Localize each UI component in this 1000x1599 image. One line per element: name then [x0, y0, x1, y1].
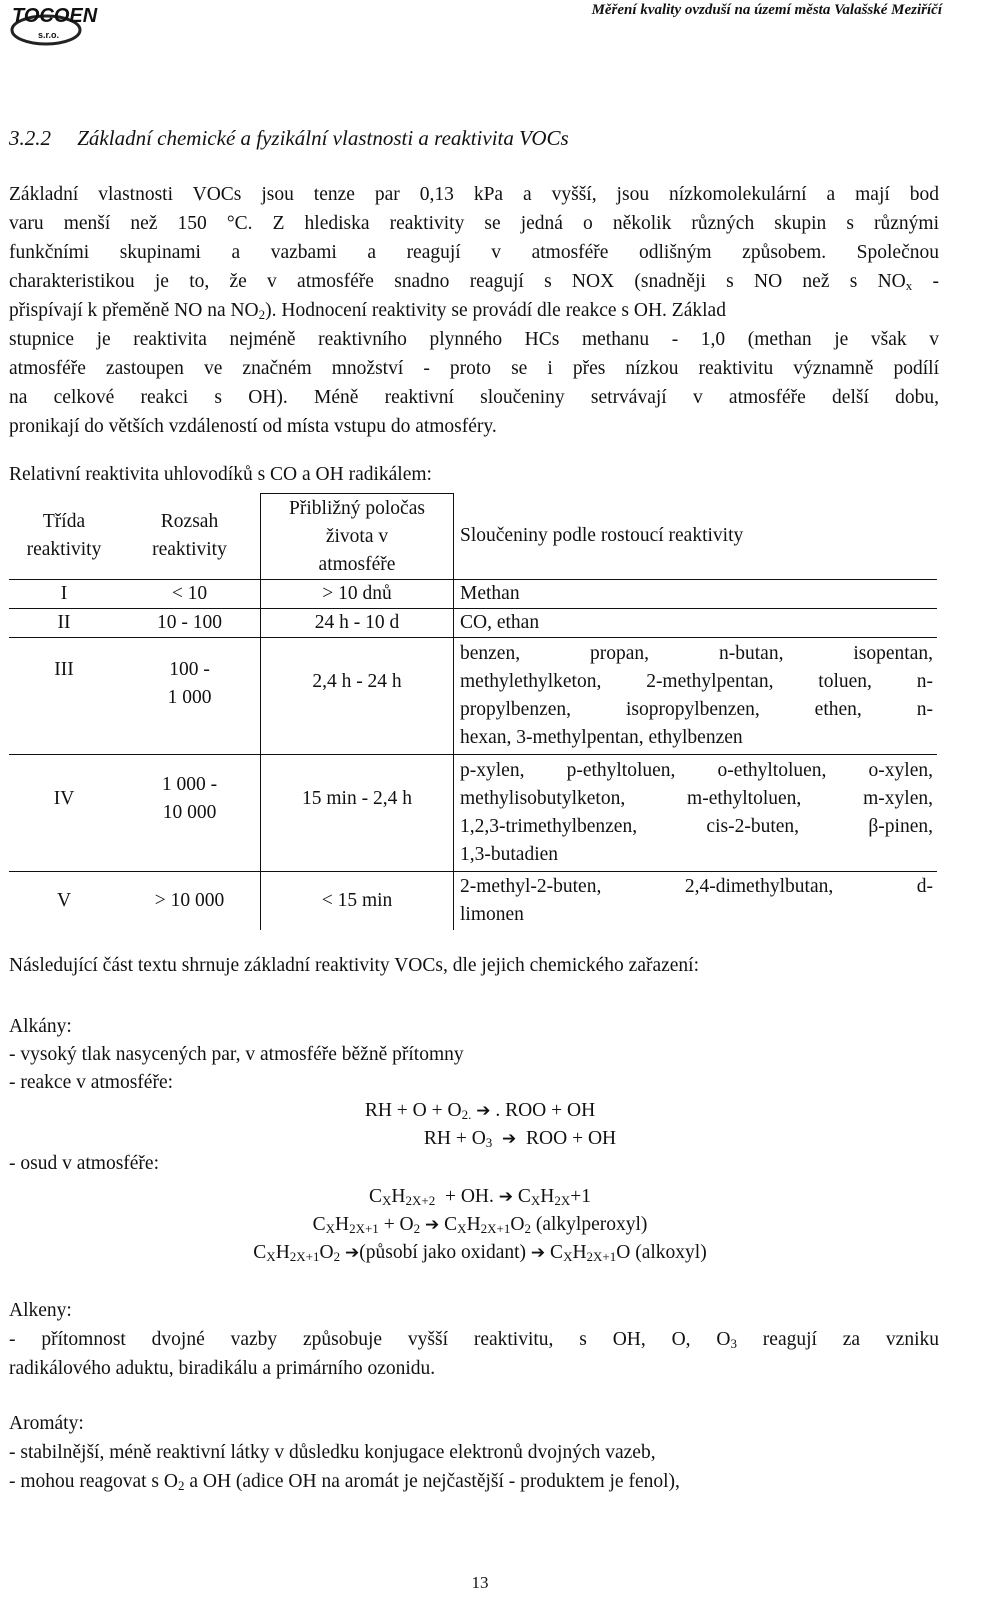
text-line: Základní vlastnosti VOCs jsou tenze par 0,13 kPa a vyšší, jsou nízkomolekulární a mají bod [9, 184, 939, 205]
company-logo [6, 0, 98, 50]
arrow-icon: ➔ [530, 1243, 546, 1263]
aromatics-title: Aromáty: [9, 1413, 84, 1434]
arrow-icon: ➔ [502, 1129, 517, 1149]
table-row: III 100 - 1 000 2,4 h - 24 h benzen, propan, n-butan, isopentan, methylethylketon, 2-methylpentan, toluen, n- propylbenzen, isopropylbenzen, ethen, n- hexan, 3-methylpentan, ethylbenzen [9, 638, 937, 755]
arrow-icon: ➔ [498, 1187, 513, 1207]
equation: RH + $O + O_{2.}$ ➔ . ROO + OH [364, 1100, 596, 1122]
table-header-row [9, 494, 937, 580]
alkanes-line: - vysoký tlak nasycených par, v atmosféře běžně přítomny [9, 1044, 464, 1065]
table-row: II 10 - 100 24 h - 10 d CO, ethan [9, 609, 937, 638]
equation: $C_XH_{2X+2}$ + OH. ➔ $C_XH_{2X}+1$ [368, 1186, 592, 1208]
alkenes-title: Alkeny: [9, 1300, 72, 1321]
header-class: Třída reaktivity [26, 511, 102, 561]
section-heading [9, 126, 569, 151]
text-line: funkčními skupinami a vazbami a reagují v atmosféře odlišným způsobem. Společnou [9, 242, 939, 263]
alkanes-block [9, 1013, 464, 1097]
header-title: Měření kvality ovzduší na území města Valašské Meziříčí [591, 2, 942, 18]
text-line: atmosféře zastoupen ve značném množství - proto se i přes nízkou reaktivitu významně podílí [9, 358, 939, 379]
aromatics-block [9, 1409, 939, 1496]
logo-subtext: s.r.o. [38, 30, 60, 40]
header-compounds: Sloučeniny podle rostoucí reaktivity [460, 525, 744, 547]
header-halflife: Přibližný poločas života v atmosféře [261, 494, 454, 580]
page-number: 13 [471, 1573, 489, 1592]
alkanes-line: - reakce v atmosféře: [9, 1072, 174, 1093]
text-line: přispívají k přeměně NO na $NO_2$). Hodnocení reaktivity se provádí dle reakce s OH. Základ [9, 300, 726, 322]
section-title: Základní chemické a fyzikální vlastnosti a reaktivita VOCs [77, 126, 569, 150]
arrow-icon: ➔ [476, 1101, 491, 1121]
table-caption: Relativní reaktivita uhlovodíků s CO a OH radikálem: [9, 464, 432, 485]
text-line: na celkové reakci s OH). Méně reaktivní sloučeniny setrvávají v atmosféře delší dobu, [9, 387, 939, 408]
header-range: Rozsah reaktivity [152, 511, 227, 561]
equation: RH + $O_3$ ➔ ROO + OH [423, 1128, 617, 1150]
text-line: pronikají do větších vzdáleností od místa vstupu do atmosféry. [9, 416, 497, 437]
alkenes-line: - přítomnost dvojné vazby způsobuje vyšší reaktivitu, s OH, O, $O_3$ reagují za vzniku [9, 1329, 939, 1351]
logo-text: TOCOEN [12, 5, 98, 27]
aromatics-line: - stabilnější, méně reaktivní látky v důsledku konjugace elektronů dvojných vazeb, [9, 1442, 656, 1463]
text-line: varu menší než 150 °C. Z hlediska reaktivity se jedná o několik různých skupin s různými [9, 213, 939, 234]
summary-text: Následující část textu shrnuje základní reaktivity VOCs, dle jejich chemického zařazení: [9, 955, 700, 976]
section-number: 3.2.2 [9, 126, 51, 150]
table-row: I < 10 > 10 dnů Methan [9, 580, 937, 609]
alkenes-block [9, 1296, 939, 1383]
aromatics-line: - mohou reagovat s $O_2$ a OH (adice OH na aromát je nejčastější - produktem je fenol), [9, 1471, 680, 1493]
arrow-icon: ➔ [344, 1243, 360, 1263]
equation: $C_XH_{2X+1} + O_2$ ➔ $C_XH_{2X+1}O_2$ (alkylperoxyl) [312, 1214, 648, 1236]
table-row: V > 10 000 < 15 min 2-methyl-2-buten, 2,4-dimethylbutan, d- limonen [9, 872, 937, 930]
intro-paragraph [9, 180, 939, 441]
alkenes-line: radikálového aduktu, biradikálu a primárního ozonidu. [9, 1358, 436, 1379]
alkanes-title: Alkány: [9, 1016, 72, 1037]
text-line: charakteristikou je to, že v atmosféře snadno reagují s NOX (snadněji s NO než s $NO_x$ - [9, 271, 939, 293]
table-row: IV 1 000 - 10 000 15 min - 2,4 h p-xylen, p-ethyltoluen, o-ethyltoluen, o-xylen, methylisobutylketon, m-ethyltoluen, m-xylen, 1,2,3-trimethylbenzen, cis-2-buten, β-pinen, 1,3-butadien [9, 755, 937, 872]
text-line: stupnice je reaktivita nejméně reaktivního plynného HCs methanu - 1,0 (methan je však v [9, 329, 939, 350]
reactivity-table [9, 493, 937, 930]
equation: $C_XH_{2X+1}O_2$ ➔(působí jako oxidant) ➔ $C_XH_{2X+1}O$ (alkoxyl) [253, 1242, 707, 1264]
arrow-icon: ➔ [425, 1215, 440, 1235]
alkanes-line: - osud v atmosféře: [9, 1153, 160, 1174]
